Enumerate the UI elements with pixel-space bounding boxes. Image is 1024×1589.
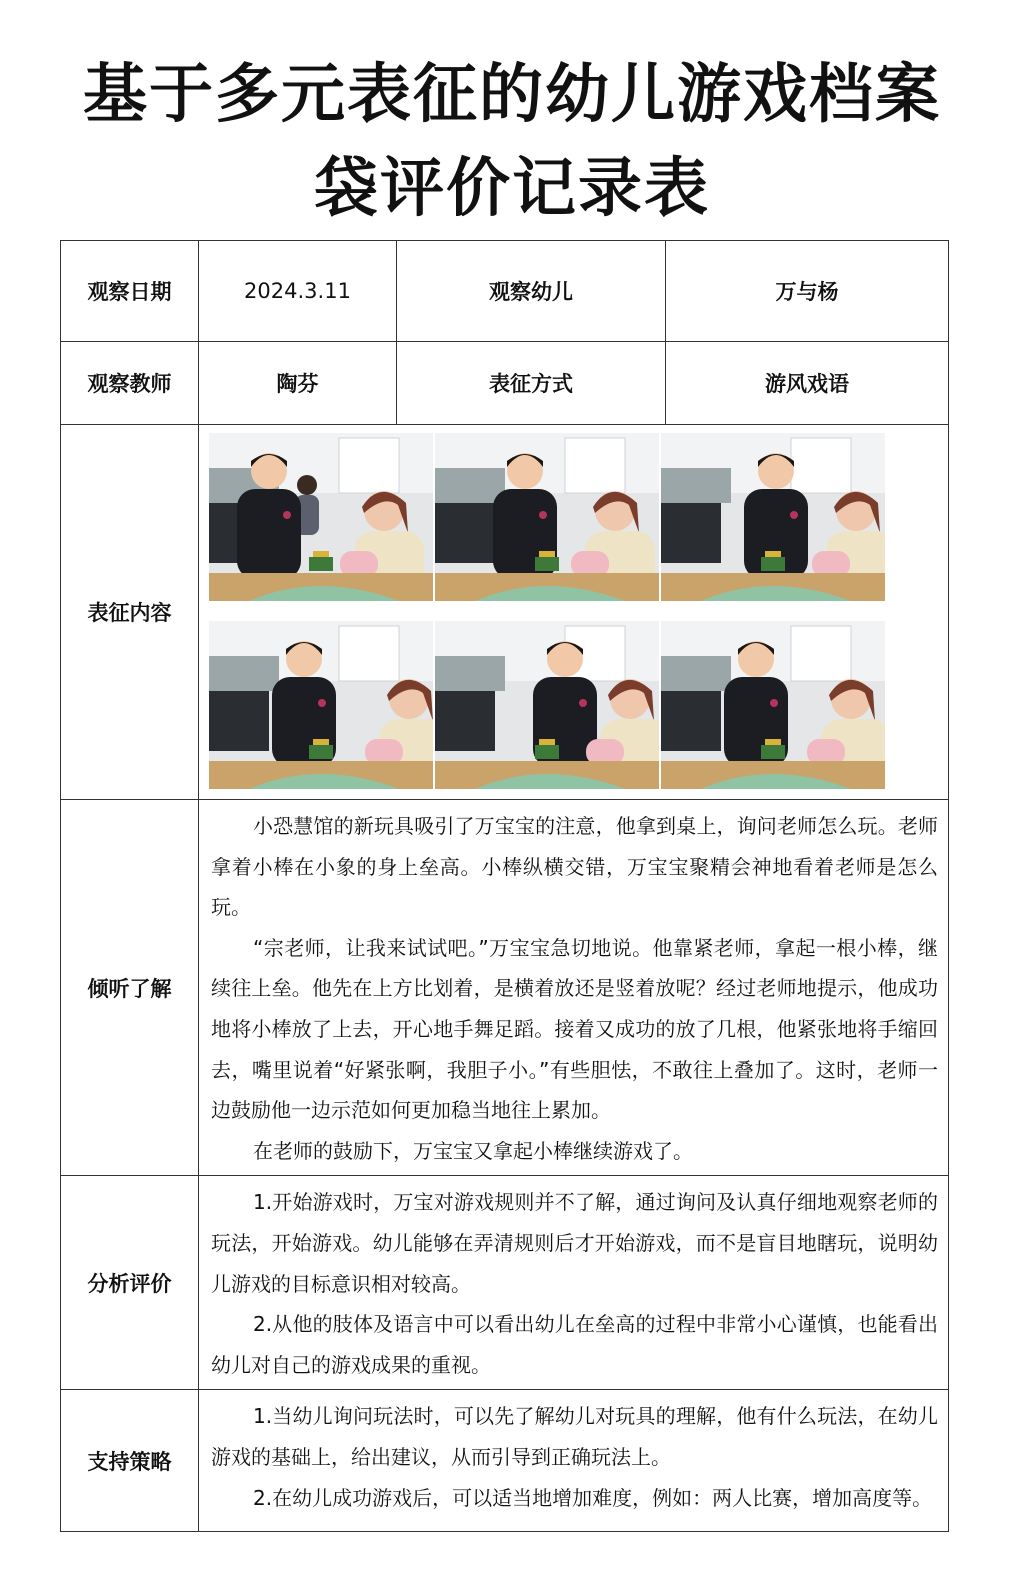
photo-scene [435, 433, 659, 601]
photo-1 [209, 433, 433, 601]
document-title [0, 48, 1024, 236]
listen-paragraph-3: 在老师的鼓励下，万宝宝又拿起小棒继续游戏了。 [253, 1138, 693, 1163]
photo-scene [209, 433, 433, 601]
teacher-value: 陶芬 [199, 342, 397, 425]
photo-scene [661, 433, 885, 601]
date-value: 2024.3.11 [199, 241, 397, 342]
row-listen [61, 800, 949, 1176]
photo-3 [661, 433, 885, 601]
support-label: 支持策略 [61, 1390, 199, 1532]
analysis-text [199, 1176, 949, 1390]
support-text [199, 1390, 949, 1532]
row-content [61, 425, 949, 800]
listen-paragraph-1: 小恐慧馆的新玩具吸引了万宝宝的注意，他拿到桌上，询问老师怎么玩。老师拿着小棒在小象的身上垒高。小棒纵横交错，万宝宝聚精会神地看着老师是怎么玩。 [211, 814, 938, 920]
photo-scene [435, 621, 659, 789]
child-value: 万与杨 [666, 241, 949, 342]
photo-grid [199, 425, 948, 799]
row-support [61, 1390, 949, 1532]
photo-6 [661, 621, 885, 789]
date-label: 观察日期 [61, 241, 199, 342]
listen-text [199, 800, 949, 1176]
analysis-paragraph-1: 1.开始游戏时，万宝对游戏规则并不了解，通过询问及认真仔细地观察老师的玩法，开始游戏。幼儿能够在弄清规则后才开始游戏，而不是盲目地瞎玩，说明幼儿游戏的目标意识相对较高。 [211, 1190, 938, 1296]
title-line-2: 袋评价记录表 [314, 152, 710, 226]
method-value: 游风戏语 [666, 342, 949, 425]
photo-2 [435, 433, 659, 601]
row-analysis [61, 1176, 949, 1390]
photo-5 [435, 621, 659, 789]
row-teacher-method [61, 342, 949, 425]
title-line-1: 基于多元表征的幼儿游戏档案 [83, 58, 941, 132]
listen-label: 倾听了解 [61, 800, 199, 1176]
analysis-label: 分析评价 [61, 1176, 199, 1390]
photo-4 [209, 621, 433, 789]
content-label: 表征内容 [61, 425, 199, 800]
child-label: 观察幼儿 [397, 241, 666, 342]
photo-scene [661, 621, 885, 789]
support-paragraph-1: 1.当幼儿询问玩法时，可以先了解幼儿对玩具的理解，他有什么玩法，在幼儿游戏的基础上，给出建议，从而引导到正确玩法上。 [211, 1404, 938, 1469]
photo-scene [209, 621, 433, 789]
support-paragraph-2: 2.在幼儿成功游戏后，可以适当地增加难度，例如：两人比赛，增加高度等。 [253, 1485, 933, 1510]
listen-paragraph-2: “宗老师，让我来试试吧。”万宝宝急切地说。他靠紧老师，拿起一根小棒，继续往上垒。他先在上方比划着，是横着放还是竖着放呢？经过老师地提示，他成功地将小棒放了上去，开心地手舞足蹈。接着又成功的放了几根，他紧张地将手缩回去，嘴里说着“好紧张啊，我胆子小。”有些胆怯，不敢往上叠加了。这时，老师一边鼓励他一边示范如何更加稳当地往上累加。 [211, 935, 938, 1123]
teacher-label: 观察教师 [61, 342, 199, 425]
row-date-child [61, 241, 949, 342]
content-photos-cell [199, 425, 949, 800]
record-table [60, 240, 949, 1532]
method-label: 表征方式 [397, 342, 666, 425]
analysis-paragraph-2: 2.从他的肢体及语言中可以看出幼儿在垒高的过程中非常小心谨慎，也能看出幼儿对自己的游戏成果的重视。 [211, 1312, 938, 1377]
